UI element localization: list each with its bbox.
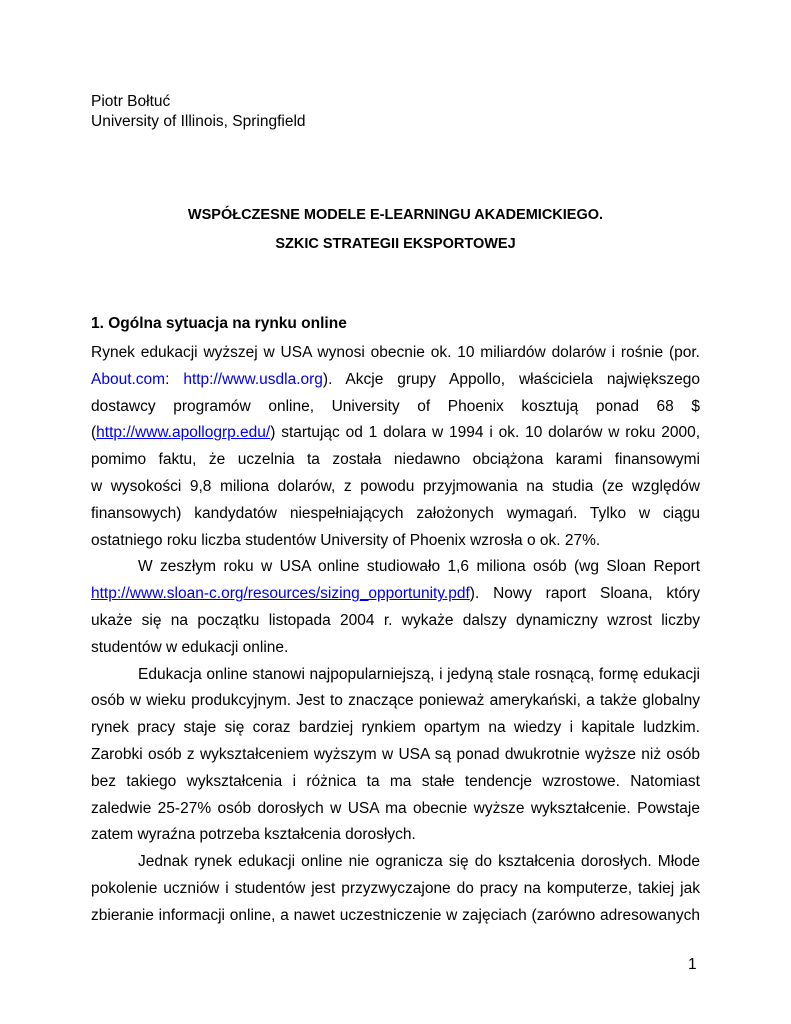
text-line bbox=[91, 635, 700, 662]
text-span: zbieranie informacji online, a nawet uczestniczenie w zajęciach (zarówno adresowanych bbox=[91, 906, 700, 924]
text-line bbox=[91, 796, 700, 823]
text-span: Jednak rynek edukacji online nie ogranicza się do kształcenia dorosłych. Młode bbox=[138, 853, 700, 871]
text-span: pomimo faktu, że uczelnia ta została niedawno obciążona karami finansowymi bbox=[91, 451, 700, 469]
text-line bbox=[91, 340, 700, 367]
text-line bbox=[91, 420, 700, 447]
text-line bbox=[91, 876, 700, 903]
author-name: Piotr Bołtuć bbox=[91, 93, 171, 110]
about-com-link[interactable]: About.com bbox=[91, 370, 166, 388]
text-span: pokolenie uczniów i studentów jest przyzwyczajone do pracy na komputerze, takiej jak bbox=[91, 879, 700, 897]
text-span: dostawcy programów online, University of Phoenix kosztują ponad 68 $ bbox=[91, 397, 700, 415]
text-line bbox=[91, 822, 700, 849]
text-span: ostatniego roku liczba studentów University of Phoenix wzrosła o ok. 27%. bbox=[91, 531, 601, 549]
text-span: Rynek edukacji wyższej w USA wynosi obecnie ok. 10 miliardów dolarów i rośnie (por. bbox=[91, 344, 700, 361]
text-span: ukaże się na początku listopada 2004 r. wykaże dalszy dynamiczny wzrost liczby bbox=[91, 611, 700, 629]
document-title-line-1: WSPÓŁCZESNE MODELE E-LEARNINGU AKADEMICKIEGO. bbox=[187, 207, 604, 223]
text-line bbox=[91, 447, 700, 474]
text-line bbox=[91, 501, 700, 528]
text-line bbox=[91, 474, 700, 501]
author-block bbox=[91, 92, 306, 132]
text-line bbox=[91, 688, 700, 715]
author-affiliation: University of Illinois, Springfield bbox=[91, 113, 306, 130]
page-number: 1 bbox=[688, 956, 697, 973]
text-span: Edukacja online stanowi najpopularniejszą, i jedyną stale rosnącą, formę edukacji bbox=[138, 665, 700, 683]
text-line bbox=[91, 662, 700, 689]
text-line bbox=[91, 769, 700, 796]
text-line bbox=[91, 849, 700, 876]
text-line bbox=[91, 394, 700, 421]
body-text bbox=[91, 340, 700, 930]
text-line bbox=[91, 903, 700, 930]
section-heading: 1. Ogólna sytuacja na rynku online bbox=[91, 315, 347, 332]
text-span: studentów w edukacji online. bbox=[91, 638, 289, 656]
text-line bbox=[91, 554, 700, 581]
text-line bbox=[91, 608, 700, 635]
text-span: w wysokości 9,8 miliona dolarów, z powodu przyjmowania na studia (ze względów bbox=[91, 477, 700, 495]
text-line bbox=[91, 742, 700, 769]
text-span: ( bbox=[91, 424, 97, 442]
text-span: bez takiego wykształcenia i różnica ta ma stałe tendencje wzrostowe. Natomiast bbox=[91, 772, 700, 790]
sloan-report-link[interactable]: http://www.sloan-c.org/resources/sizing_opportunity.pdf bbox=[91, 585, 470, 603]
text-span: zatem wyraźna potrzeba kształcenia dorosłych. bbox=[91, 826, 416, 844]
usdla-link[interactable]: http://www.usdla.org bbox=[183, 370, 323, 388]
apollogrp-link[interactable]: http://www.apollogrp.edu/ bbox=[96, 424, 271, 442]
text-line bbox=[91, 367, 700, 394]
text-span: finansowych) kandydatów niespełniających założonych wymagań. Tylko w ciągu bbox=[91, 504, 700, 522]
text-span: rynek pracy staje się coraz bardziej rynkiem opartym na wiedzy i kapitale ludzkim. bbox=[91, 719, 700, 737]
text-span: ). Akcje grupy Appollo, właściciela największego bbox=[322, 370, 700, 388]
text-line bbox=[91, 528, 700, 555]
text-span: ) startując od 1 dolara w 1994 i ok. 10 dolarów w roku 2000, bbox=[270, 424, 700, 442]
text-span: osób w wieku produkcyjnym. Jest to znaczące ponieważ amerykański, a także globalny bbox=[91, 692, 700, 710]
document-title-line-2: SZKIC STRATEGII EKSPORTOWEJ bbox=[275, 236, 516, 252]
text-line bbox=[91, 715, 700, 742]
text-span: zaledwie 25-27% osób dorosłych w USA ma obecnie wyższe wykształcenie. Powstaje bbox=[91, 799, 700, 817]
text-span: Zarobki osób z wykształceniem wyższym w USA są ponad dwukrotnie wyższe niż osób bbox=[91, 745, 700, 763]
text-span: : bbox=[165, 370, 184, 388]
text-span: W zeszłym roku w USA online studiowało 1,6 miliona osób (wg Sloan Report bbox=[138, 558, 700, 576]
text-line bbox=[91, 581, 700, 608]
text-span: ). Nowy raport Sloana, który bbox=[469, 585, 700, 603]
